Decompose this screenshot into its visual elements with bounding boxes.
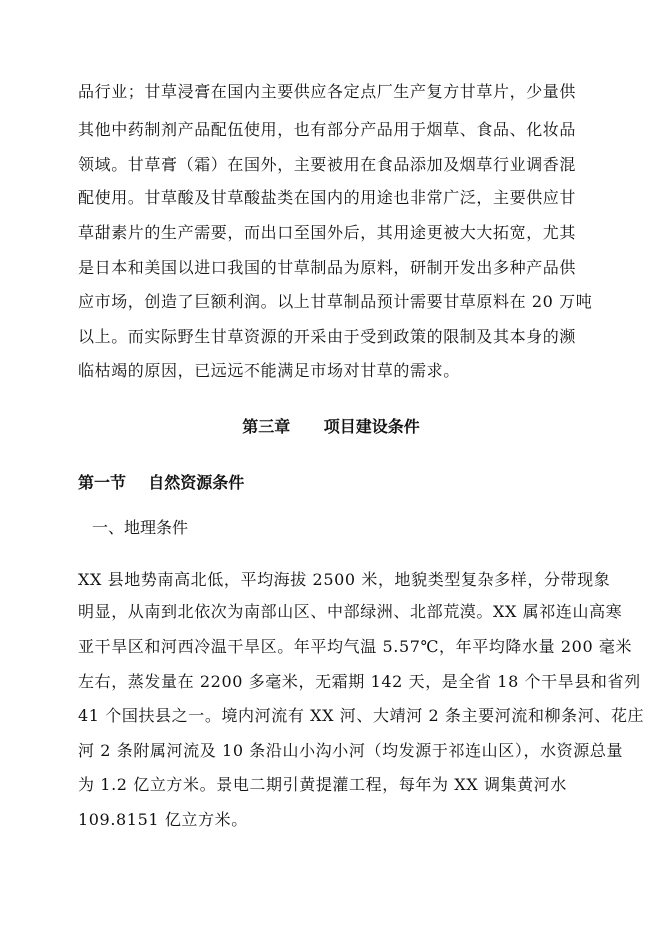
paragraph-line: 配使用。甘草酸及甘草酸盐类在国内的用途也非常广泛，主要供应甘 [78,188,577,207]
paragraph-line: 左右，蒸发量在 2200 多毫米，无霜期 142 天，是全省 18 个干旱县和省列 [78,672,641,691]
paragraph-line: 明显，从南到北依次为南部山区、中部绿洲、北部荒漠。XX 属祁连山高寒 [78,602,623,621]
paragraph-line: 临枯竭的原因，已远远不能满足市场对甘草的需求。 [78,361,460,380]
paragraph-line: 41 个国扶县之一。境内河流有 XX 河、大靖河 2 条主要河流和柳条河、花庄 [78,706,645,725]
section-title: 第一节 自然资源条件 [78,473,245,492]
paragraph-line: 109.8151 亿立方米。 [78,810,248,829]
paragraph-line: 为 1.2 亿立方米。景电二期引黄提灌工程，每年为 XX 调集黄河水 [78,775,567,794]
paragraph-line: 领域。甘草膏（霜）在国外，主要被用在食品添加及烟草行业调香混 [78,155,577,174]
chapter-title: 第三章 项目建设条件 [242,417,420,436]
paragraph-line: 河 2 条附属河流及 10 条沿山小沟小河（均发源于祁连山区），水资源总量 [78,741,624,760]
paragraph-line: 品行业；甘草浸膏在国内主要供应各定点厂生产复方甘草片，少量供 [78,82,577,101]
paragraph-line: 是日本和美国以进口我国的甘草制品为原料，研制开发出多种产品供 [78,258,577,277]
paragraph-line: 其他中药制剂产品配伍使用，也有部分产品用于烟草、食品、化妆品 [78,120,577,139]
paragraph-line: XX 县地势南高北低，平均海拔 2500 米，地貌类型复杂多样，分带现象 [78,570,611,589]
subsection-title: 一、地理条件 [92,518,189,537]
paragraph-line: 草甜素片的生产需要，而出口至国外后，其用途更被大大拓宽，尤其 [78,223,577,242]
paragraph-line: 亚干旱区和河西冷温干旱区。年平均气温 5.57℃，年平均降水量 200 毫米 [78,637,633,656]
paragraph-line: 以上。而实际野生甘草资源的开采由于受到政策的限制及其本身的濒 [78,327,577,346]
paragraph-line: 应市场，创造了巨额利润。以上甘草制品预计需要甘草原料在 20 万吨 [78,292,593,311]
